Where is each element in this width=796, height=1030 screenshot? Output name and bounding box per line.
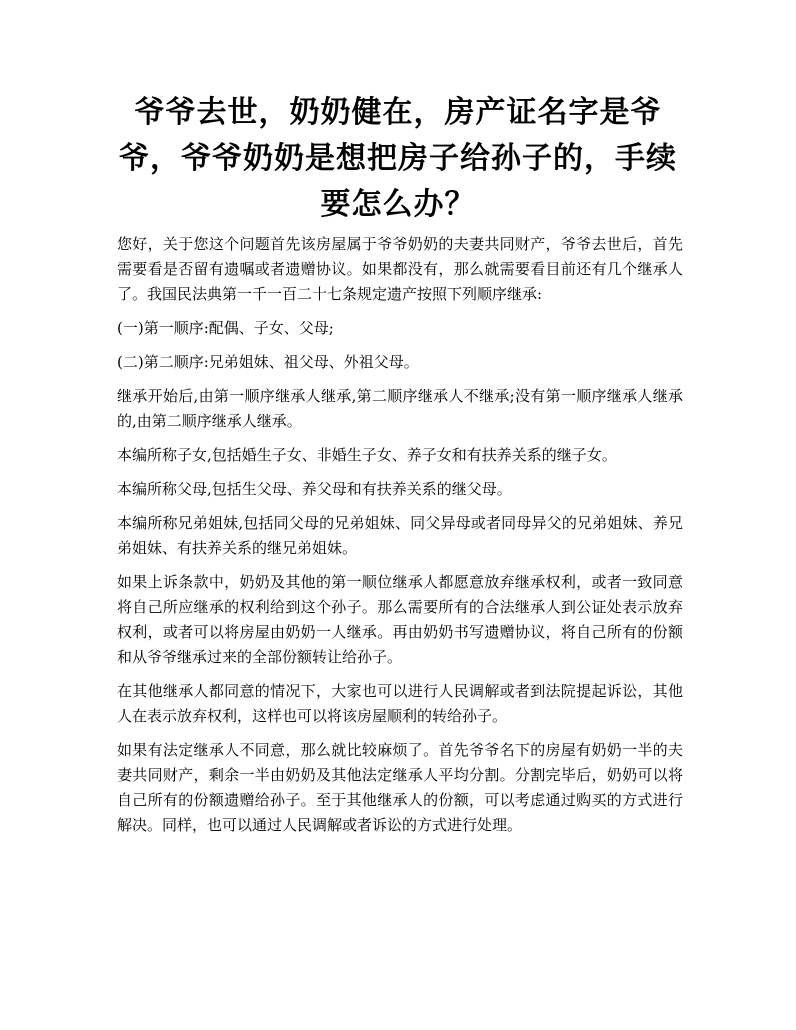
paragraph-inheritance-start: 继承开始后,由第一顺序继承人继承,第二顺序继承人不继承;没有第一顺序继承人继承的,由第二顺序继承人继承。	[117, 387, 683, 430]
paragraph-intro: 您好，关于您这个问题首先该房屋属于爷爷奶奶的夫妻共同财产，爷爷去世后，首先需要看是否留有遗嘱或者遗赠协议。如果都没有，那么就需要看目前还有几个继承人了。我国民法典第一千一百二十七条规定遗产按照下列顺序继承:	[117, 235, 683, 303]
paragraph-disagreement-case: 如果有法定继承人不同意，那么就比较麻烦了。首先爷爷名下的房屋有奶奶一半的夫妻共同财产，剩余一半由奶奶及其他法定继承人平均分割。分割完毕后，奶奶可以将自己所有的份额遗赠给孙子。至于其他继承人的份额，可以考虑通过购买的方式进行解决。同样，也可以通过人民调解或者诉讼的方式进行处理。	[117, 741, 683, 834]
paragraph-mediation-option: 在其他继承人都同意的情况下，大家也可以进行人民调解或者到法院提起诉讼，其他人在表示放弃权利，这样也可以将该房屋顺利的转给孙子。	[117, 682, 683, 725]
paragraph-waiver-option: 如果上诉条款中，奶奶及其他的第一顺位继承人都愿意放弃继承权利，或者一致同意将自己所应继承的权利给到这个孙子。那么需要所有的合法继承人到公证处表示放弃权利，或者可以将房屋由奶奶一人继承。再由奶奶书写遗赠协议，将自己所有的份额和从爷爷继承过来的全部份额转让给孙子。	[117, 573, 683, 666]
paragraph-parents-definition: 本编所称父母,包括生父母、养父母和有扶养关系的继父母。	[117, 480, 512, 498]
paragraph-first-order: (一)第一顺序:配偶、子女、父母;	[117, 319, 334, 337]
document-body	[117, 232, 683, 847]
paragraph-siblings-definition: 本编所称兄弟姐妹,包括同父母的兄弟姐妹、同父异母或者同母异父的兄弟姐妹、养兄弟姐妹、有扶养关系的继兄弟姐妹。	[117, 514, 683, 557]
paragraph-children-definition: 本编所称子女,包括婚生子女、非婚生子女、养子女和有扶养关系的继子女。	[117, 446, 617, 464]
document-title: 爷爷去世，奶奶健在，房产证名字是爷爷，爷爷奶奶是想把房子给孙子的，手续要怎么办？	[119, 95, 677, 222]
paragraph-second-order: (二)第二顺序:兄弟姐妹、祖父母、外祖父母。	[117, 353, 419, 371]
